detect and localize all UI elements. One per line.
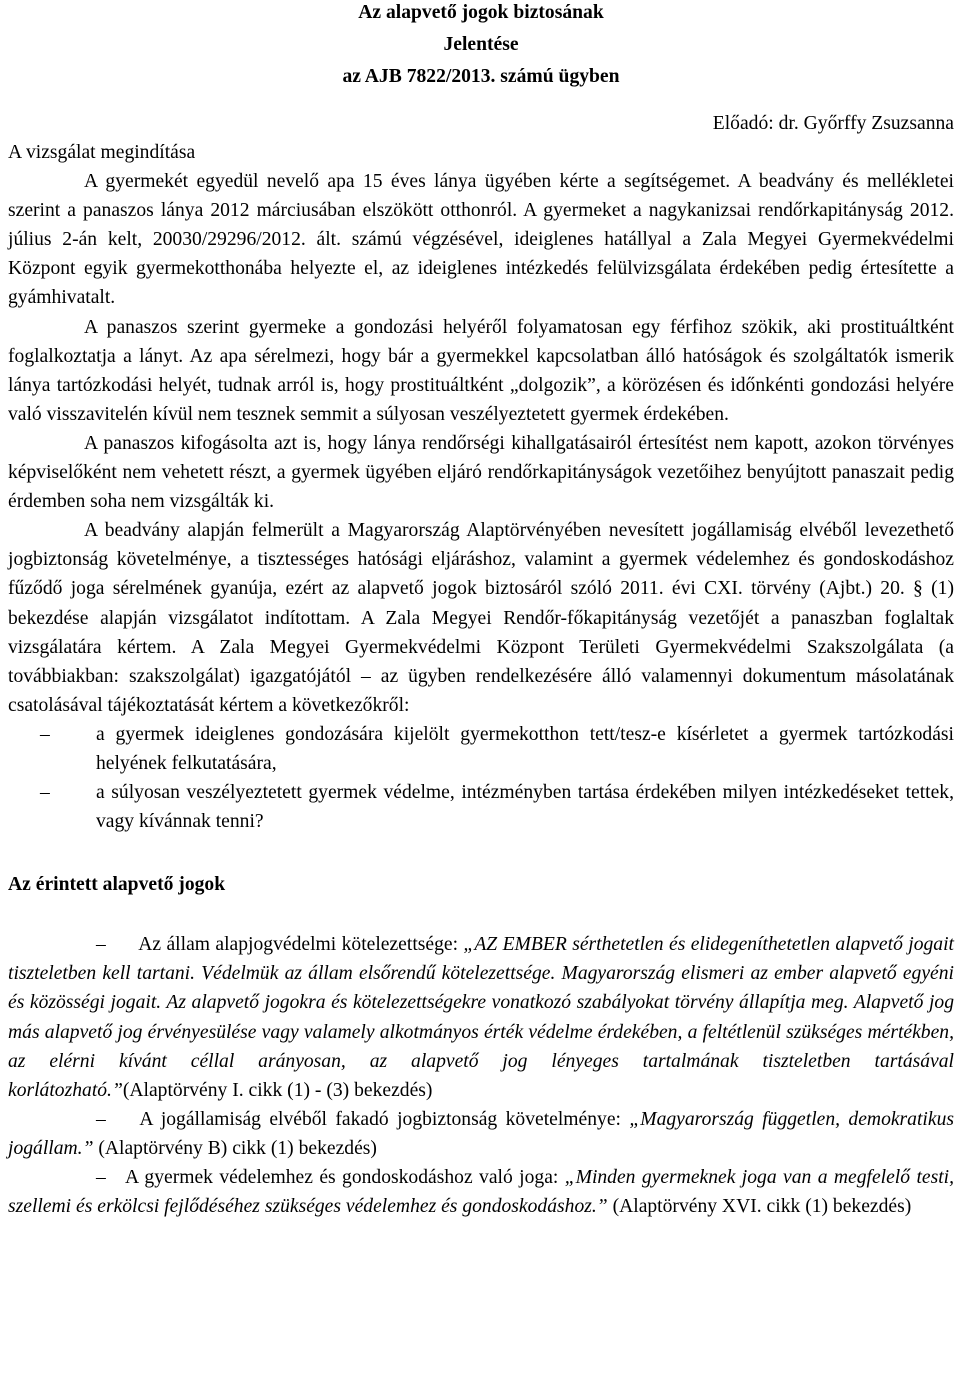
paragraph: A gyermekét egyedül nevelő apa 15 éves lánya ügyében kérte a segítségemet. A beadvány és mellékletei szerint a panaszos lánya 2012 márciusában elszökött otthonról. A gyermeket a nagykanizsai rendőrkapitányság 2012. július 2-án kelt, 20030/29296/2012. ált. számú végzésével, ideiglenes hatállyal a Zala Megyei Gyermekvédelmi Központ egyik gyermekotthonába helyezte el, az ideiglenes intézkedés felülvizsgálata érdekében pedig értesítette a gyámhivatalt. xyxy=(8,171,954,309)
paragraph: A beadvány alapján felmerült a Magyarország Alaptörvényében nevesített jogállamiság elvéből levezethető jogbiztonság követelménye, a tisztességes hatósági eljáráshoz, valamint a gyermek védelemhez és gondoskodáshoz fűződő joga sérelmének gyanúja, ezért az alapvető jogok biztosáról szóló 2011. évi CXI. törvény (Ajbt.) 20. § (1) bekezdése alapján vizsgálatot indítottam. A Zala Megyei Rendőr-főkapitányság vezetőjét a panaszban foglaltak vizsgálatára kértem. A Zala Megyei Gyermekvédelmi Központ Területi Gyermekvédelmi Szakszolgálata (a továbbiakban: szakszolgálat) igazgatójától – az ügyben rendelkezésére álló valamennyi dokumentum másolatának csatolásával tájékoztatását kértem a következőkről: xyxy=(8,520,954,716)
header-line-1: Az alapvető jogok biztosának xyxy=(358,2,604,23)
quote: „Minden gyermeknek joga van a megfelelő testi, szellemi és erkölcsi fejlődéséhez szükséges védelemhez és gondoskodáshoz.” xyxy=(8,1167,954,1218)
dash-bullet: – xyxy=(96,1167,106,1188)
document-page xyxy=(8,0,954,1221)
quote: „AZ EMBER sérthetetlen és elidegeníthetetlen alapvető jogait tiszteletben kell tartani. Védelmük az állam elsőrendű kötelezettsége. Magyarország elismeri az ember alapvető egyéni és közösségi jogait. Az alapvető jogokra és kötelezettségekre vonatkozó szabályokat törvény állapítja meg. Alapvető jog más alapvető jog érvényesülése vagy valamely alkotmányos érték védelme érdekében, a feltétlenül szükséges mértékben, az elérni kívánt céllal arányosan, az alapvető jog lényeges tartalmának tiszteletben tartásával korlátozható.” xyxy=(8,934,954,1101)
report-header xyxy=(8,0,954,93)
right-item: – A gyermek védelemhez és gondoskodáshoz való joga: „Minden gyermeknek joga van a megfelelő testi, szellemi és erkölcsi fejlődéséhez szükséges védelemhez és gondoskodáshoz.” (Alaptörvény XVI. cikk (1) bekezdés) xyxy=(8,1167,954,1218)
header-line-3: az AJB 7822/2013. számú ügyben xyxy=(342,66,620,87)
dash-bullet: – xyxy=(40,782,50,804)
quote: „Magyarország független, demokratikus jogállam.” xyxy=(8,1108,954,1159)
header-line-2: Jelentése xyxy=(443,34,519,55)
dash-bullet: – xyxy=(96,934,106,956)
right-item: – A jogállamiság elvéből fakadó jogbiztonság követelménye: „Magyarország független, demokratikus jogállam.” (Alaptörvény B) cikk (1) bekezdés) xyxy=(8,1108,954,1159)
question-list xyxy=(8,720,954,836)
section-heading-investigation: A vizsgálat megindítása xyxy=(8,142,196,163)
section-heading-rights: Az érintett alapvető jogok xyxy=(8,874,226,896)
presenter: Előadó: dr. Győrffy Zsuzsanna xyxy=(712,113,954,134)
rights-list xyxy=(8,930,954,1221)
paragraph: A panaszos szerint gyermeke a gondozási helyéről folyamatosan egy férfihoz szökik, aki prostituáltként foglalkoztatja a lányt. Az apa sérelmezi, hogy bár a gyermekkel kapcsolatban álló hatóságok és szolgáltatók ismerik lánya tartózkodási helyét, tudnak arról is, hogy prostituáltként „dolgozik”, a körözésen és időnkénti gondozási helyére való visszavitelén kívül nem tesznek semmit a súlyosan veszélyeztetett gyermek érdekében. xyxy=(8,316,954,425)
paragraph: A panaszos kifogásolta azt is, hogy lánya rendőrségi kihallgatásairól értesítést nem kapott, azokon törvényes képviselőként nem vehetett részt, a gyermek ügyében eljáró rendőrkapitányságok vezetőihez benyújtott panaszait pedig érdemben soha nem vizsgálták ki. xyxy=(8,432,954,513)
right-item: – Az állam alapjogvédelmi kötelezettsége: „AZ EMBER sérthetetlen és elidegeníthetetlen alapvető jogait tiszteletben kell tartani. Védelmük az állam elsőrendű kötelezettsége. Magyarország elismeri az ember alapvető egyéni és közösségi jogait. Az alapvető jogokra és kötelezettségekre vonatkozó szabályokat törvény állapítja meg. Alapvető jog más alapvető jog érvényesülése vagy valamely alkotmányos érték védelme érdekében, a feltétlenül szükséges mértékben, az elérni kívánt céllal arányosan, az alapvető jog lényeges tartalmának tiszteletben tartásával korlátozható.”(Alaptörvény I. cikk (1) - (3) bekezdés) xyxy=(8,934,954,1101)
list-item: – a gyermek ideiglenes gondozására kijelölt gyermekotthon tett/tesz-e kísérletet a gyermek tartózkodási helyének felkutatására, xyxy=(8,720,954,778)
list-item: – a súlyosan veszélyeztetett gyermek védelme, intézményben tartása érdekében milyen intézkedéseket tettek, vagy kívánnak tenni? xyxy=(8,778,954,836)
dash-bullet: – xyxy=(96,1108,106,1130)
dash-bullet: – xyxy=(40,723,50,745)
